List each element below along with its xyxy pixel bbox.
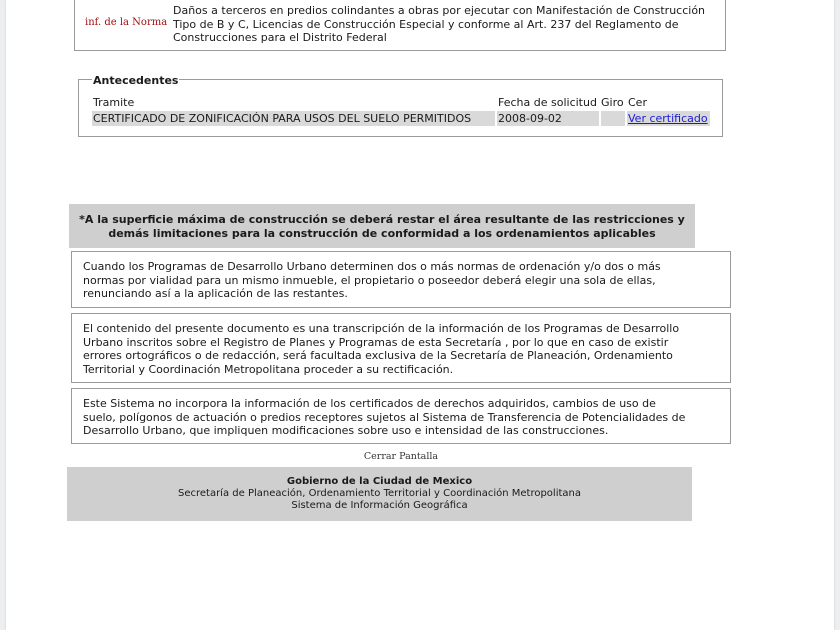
footer: [67, 467, 692, 521]
note-transcripcion: El contenido del presente documento es una transcripción de la información de los Programas de Desarrollo Urbano inscritos sobre el Registro de Planes y Programas de esta Secretaría , por lo que en caso de existir errores ortográficos o de redacción, será facultada exclusiva de la Secretaría de Planeación, Ordenamiento Territorial y Coordinación Metropolitana proceder a su rectificación.: [71, 313, 731, 383]
footer-secretaria: Secretaría de Planeación, Ordenamiento Territorial y Coordinación Metropolitana: [177, 488, 581, 499]
antecedentes-fieldset: [78, 74, 723, 137]
footer-sistema: Sistema de Información Geográfica: [291, 500, 468, 511]
norma-info-box: [74, 0, 726, 51]
antecedentes-legend: Antecedentes: [93, 74, 179, 87]
ver-certificado-link[interactable]: Ver certificado: [628, 112, 708, 125]
close-screen-button[interactable]: Cerrar Pantalla: [363, 451, 439, 462]
cell-certificado: [627, 111, 710, 126]
norma-label: inf. de la Norma: [85, 17, 168, 28]
cell-giro: [601, 111, 625, 126]
document-page: [6, 0, 834, 630]
header-giro: Giro: [601, 96, 624, 109]
restriction-warning: *A la superficie máxima de construcción se deberá restar el área resultante de las restricciones y demás limitaciones para la construcción de conformidad a los ordenamientos aplicables: [69, 204, 695, 248]
norma-text: Daños a terceros en predios colindantes a obras por ejecutar con Manifestación de Construcción Tipo de B y C, Licencias de Construcción Especial y conforme al Art. 237 del Reglamento de Construcciones para el Distrito Federal: [173, 4, 706, 44]
cell-fecha: 2008-09-02: [497, 111, 599, 126]
cell-tramite: CERTIFICADO DE ZONIFICACIÓN PARA USOS DEL SUELO PERMITIDOS: [92, 111, 495, 126]
header-tramite: Tramite: [93, 96, 135, 109]
header-cer: Cer: [628, 96, 647, 109]
header-fecha: Fecha de solicitud: [498, 96, 597, 109]
note-normas: Cuando los Programas de Desarrollo Urbano determinen dos o más normas de ordenación y/o dos o más normas por vialidad para un mismo inmueble, el propietario o poseedor deberá elegir una sola de ellas, renunciando así a la aplicación de las restantes.: [71, 251, 731, 308]
note-sistema: Este Sistema no incorpora la información de los certificados de derechos adquiridos, cambios de uso de suelo, polígonos de actuación o predios receptores sujetos al Sistema de Transferencia de Potencialidades de Desarrollo Urbano, que impliquen modificaciones sobre uso e intensidad de las construcciones.: [71, 388, 731, 444]
footer-gobierno: Gobierno de la Ciudad de Mexico: [286, 476, 473, 487]
